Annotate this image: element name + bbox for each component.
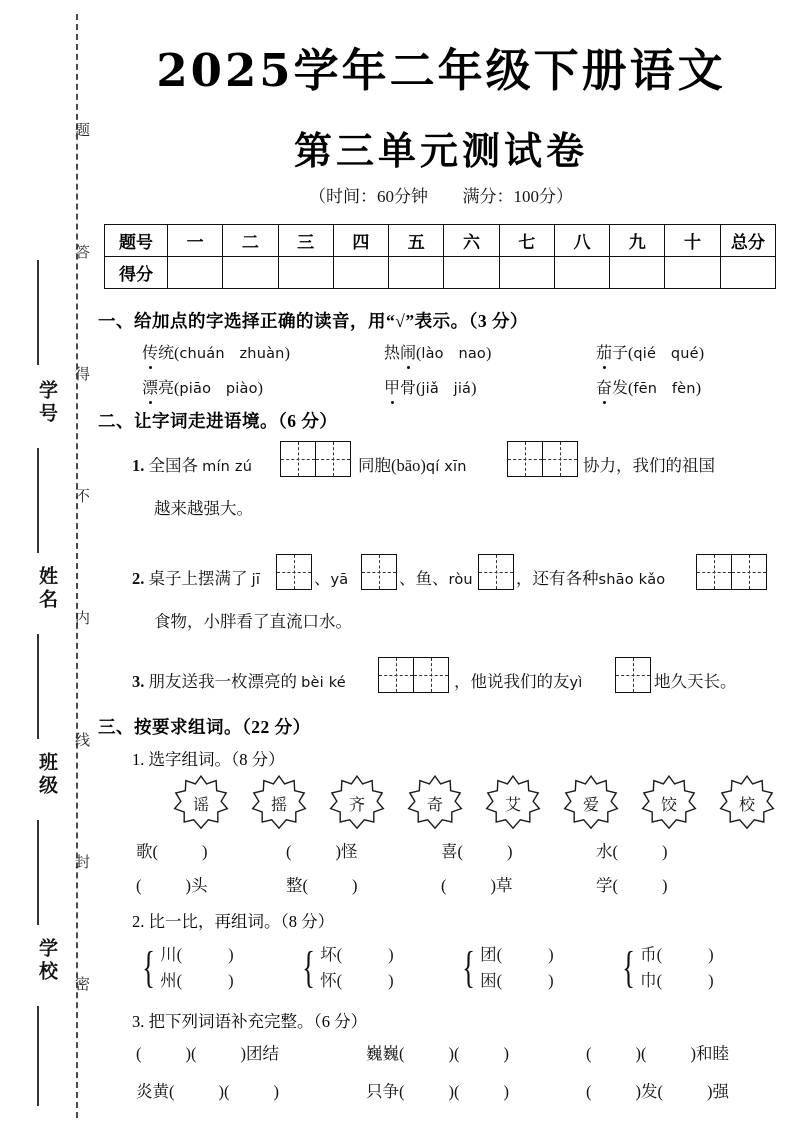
page-title-line1: 2025学年二年级下册语文 bbox=[156, 44, 726, 97]
score-col-10: 总分 bbox=[720, 225, 775, 257]
info-field-xuexiao: 学校 bbox=[36, 938, 57, 984]
pinyin-item-1[interactable]: 热闹(lào nao) bbox=[384, 340, 491, 363]
idiom-head-3: 炎黄 bbox=[136, 1082, 169, 1101]
starburst-0[interactable] bbox=[173, 775, 229, 831]
compare-row-top: 团( ) bbox=[480, 945, 554, 964]
idiom-item-5[interactable]: ( )发( )强 bbox=[586, 1082, 729, 1101]
section-heading-3: 三、按要求组词。（22 分） bbox=[98, 717, 311, 737]
score-table-row-label-1: 得分 bbox=[105, 257, 168, 289]
question-2-2-mid3 bbox=[516, 565, 665, 589]
pinyin-item-5[interactable]: 奋发(fēn fèn) bbox=[596, 375, 701, 398]
q2-1-text-a: 全国各 bbox=[148, 456, 198, 475]
question-2-3-tail bbox=[654, 668, 737, 692]
fill-pre-7: 学 bbox=[596, 876, 613, 895]
writing-boxes-2-3-a[interactable] bbox=[378, 657, 449, 693]
compare-row-top: 川( ) bbox=[160, 945, 234, 964]
subsection-3-2-title: 2. 比一比，再组词。（8 分） bbox=[132, 912, 335, 931]
score-col-4: 五 bbox=[389, 225, 444, 257]
pinyin-options-3: piāo piào bbox=[179, 381, 258, 397]
info-rule-1 bbox=[37, 448, 39, 553]
compare-row-bottom: 州( ) bbox=[160, 971, 234, 990]
writing-cell[interactable] bbox=[280, 441, 316, 477]
pinyin-item-4[interactable]: 甲骨(jiǎ jiá) bbox=[384, 375, 476, 398]
compare-group-2[interactable] bbox=[458, 942, 554, 994]
question-2-2-line1 bbox=[132, 565, 260, 589]
fill-pre-3: 水 bbox=[596, 842, 613, 861]
writing-boxes-2-1-a[interactable] bbox=[280, 441, 351, 477]
word-rest-0: 统 bbox=[158, 345, 175, 362]
writing-boxes-2-3-b[interactable] bbox=[615, 657, 651, 693]
brace-icon: { bbox=[302, 943, 315, 992]
compare-row-top: 币( ) bbox=[640, 945, 714, 964]
dotted-char-chuan: 传 bbox=[142, 340, 158, 363]
q2-3-text-c: 地久天长。 bbox=[654, 672, 737, 691]
compare-row-bottom: 巾( ) bbox=[640, 971, 714, 990]
compare-char-2-top: 团 bbox=[480, 945, 497, 964]
fill-pre-0: 歌 bbox=[136, 842, 153, 861]
q2-2-pinyin-ya: yā bbox=[330, 572, 349, 588]
word-rest-4: 骨 bbox=[400, 380, 417, 397]
fill-item-7[interactable]: 学( ) bbox=[596, 876, 668, 895]
compare-char-1-top: 坏 bbox=[320, 945, 337, 964]
pinyin-options-0: chuán zhuàn bbox=[179, 346, 285, 362]
pinyin-options-5: fēn fèn bbox=[633, 381, 696, 397]
subsection-3-3-title: 3. 把下列词语补充完整。（6 分） bbox=[132, 1012, 368, 1031]
question-number-2-3: 3. bbox=[132, 672, 145, 691]
section-heading-1: 一、给加点的字选择正确的读音，用“√”表示。（3 分） bbox=[98, 311, 528, 331]
info-rule-3 bbox=[37, 820, 39, 925]
compare-row-bottom: 怀( ) bbox=[320, 971, 394, 990]
pinyin-options-1: lào nao bbox=[421, 346, 486, 362]
dotted-char-piao: 漂 bbox=[142, 375, 158, 398]
starburst-char: 爱 bbox=[582, 796, 599, 814]
starburst-5[interactable] bbox=[563, 775, 619, 831]
fill-item-0[interactable]: 歌( ) bbox=[136, 842, 208, 861]
score-cell-1[interactable] bbox=[223, 257, 278, 289]
writing-boxes-2-2-c[interactable] bbox=[478, 554, 514, 590]
writing-boxes-2-2-d[interactable] bbox=[696, 554, 767, 590]
idiom-tail-2: 和睦 bbox=[696, 1044, 729, 1063]
q2-2-line2-text: 食物，小胖看了直流口水。 bbox=[154, 612, 352, 631]
fill-post-1: 怪 bbox=[341, 842, 358, 861]
brace-icon: { bbox=[142, 943, 155, 992]
q2-3-pinyin-yi: yì bbox=[569, 675, 583, 691]
page-title-line2: 第三单元测试卷 bbox=[293, 128, 588, 173]
writing-boxes-2-2-b[interactable] bbox=[361, 554, 397, 590]
info-rule-2 bbox=[37, 634, 39, 739]
starburst-char: 谣 bbox=[192, 796, 209, 814]
question-2-1-line2 bbox=[154, 495, 253, 519]
fill-item-6[interactable]: ( )草 bbox=[441, 876, 513, 895]
question-number-2-2: 2. bbox=[132, 569, 145, 588]
starburst-char: 饺 bbox=[660, 796, 677, 814]
starburst-6[interactable] bbox=[641, 775, 697, 831]
dotted-char-jia: 甲 bbox=[384, 375, 400, 398]
writing-cell[interactable] bbox=[507, 441, 543, 477]
compare-char-0-bottom: 州 bbox=[160, 971, 177, 990]
fill-item-2[interactable]: 喜( ) bbox=[441, 842, 513, 861]
idiom-tail-0: 团结 bbox=[246, 1044, 279, 1063]
starburst-char: 奇 bbox=[426, 796, 443, 814]
score-cell-10[interactable] bbox=[720, 257, 775, 289]
starburst-1[interactable] bbox=[251, 775, 307, 831]
exam-time: （时间：60分钟 bbox=[309, 187, 428, 206]
fill-pre-5: 整 bbox=[286, 876, 303, 895]
score-col-3: 四 bbox=[333, 225, 388, 257]
q2-2-text-b: 、 bbox=[314, 569, 331, 588]
fill-item-3[interactable]: 水( ) bbox=[596, 842, 668, 861]
idiom-mid-5: 发 bbox=[641, 1082, 658, 1101]
score-table bbox=[104, 224, 776, 289]
compare-char-3-top: 币 bbox=[640, 945, 657, 964]
compare-row-top: 坏( ) bbox=[320, 945, 394, 964]
section-heading-2: 二、让字词走进语境。（6 分） bbox=[98, 411, 338, 431]
score-col-1: 二 bbox=[223, 225, 278, 257]
brace-icon: { bbox=[622, 943, 635, 992]
score-col-0: 一 bbox=[168, 225, 223, 257]
score-col-8: 九 bbox=[610, 225, 665, 257]
starburst-2[interactable] bbox=[329, 775, 385, 831]
score-cell-9[interactable] bbox=[665, 257, 720, 289]
question-2-1-line1 bbox=[132, 452, 252, 476]
question-2-1-tail bbox=[583, 452, 715, 476]
score-cell-4[interactable] bbox=[389, 257, 444, 289]
fill-item-5[interactable]: 整( ) bbox=[286, 876, 358, 895]
compare-char-0-top: 川 bbox=[160, 945, 177, 964]
idiom-tail-5: 强 bbox=[712, 1082, 729, 1101]
q2-1-pinyin-minzu: mín zú bbox=[202, 459, 253, 475]
seal-char-3: 不 bbox=[73, 488, 89, 503]
seal-char-5: 线 bbox=[73, 732, 89, 747]
compare-row-bottom: 困( ) bbox=[480, 971, 554, 990]
idiom-item-3[interactable]: 炎黄( )( ) bbox=[136, 1082, 279, 1101]
writing-cell[interactable] bbox=[542, 441, 578, 477]
writing-cell[interactable] bbox=[478, 554, 514, 590]
starburst-char: 摇 bbox=[270, 796, 287, 814]
score-col-9: 十 bbox=[665, 225, 720, 257]
score-table-row-label-0: 题号 bbox=[105, 225, 168, 257]
info-field-xingming: 姓名 bbox=[36, 566, 57, 612]
fill-pre-2: 喜 bbox=[441, 842, 458, 861]
question-2-2-mid2 bbox=[399, 565, 473, 589]
q2-2-pinyin-ji: jī bbox=[251, 572, 261, 588]
score-cell-2[interactable] bbox=[278, 257, 333, 289]
writing-cell[interactable] bbox=[315, 441, 351, 477]
fill-item-1[interactable]: ( )怪 bbox=[286, 842, 358, 861]
q2-2-text-c: 、鱼、 bbox=[399, 569, 449, 588]
q2-1-text-b: 同胞(bāo) bbox=[358, 456, 426, 475]
writing-cell[interactable] bbox=[276, 554, 312, 590]
score-col-5: 六 bbox=[444, 225, 499, 257]
seal-char-2: 得 bbox=[73, 366, 89, 381]
score-cell-7[interactable] bbox=[554, 257, 609, 289]
starburst-3[interactable] bbox=[407, 775, 463, 831]
question-2-2-mid1 bbox=[314, 565, 348, 589]
starburst-4[interactable] bbox=[485, 775, 541, 831]
word-rest-3: 亮 bbox=[158, 380, 175, 397]
seal-char-6: 封 bbox=[73, 854, 89, 869]
word-head-1: 热 bbox=[384, 345, 401, 362]
exam-meta bbox=[96, 182, 786, 207]
fill-post-4: 头 bbox=[191, 876, 208, 895]
q2-1-line2-text: 越来越强大。 bbox=[154, 499, 253, 518]
info-rule-4 bbox=[37, 1006, 39, 1106]
score-col-7: 八 bbox=[554, 225, 609, 257]
compare-char-2-bottom: 困 bbox=[480, 971, 497, 990]
q2-2-pinyin-shaokao: shāo kǎo bbox=[598, 572, 666, 588]
table-row-scores bbox=[105, 257, 776, 289]
info-field-banji: 班级 bbox=[36, 752, 57, 798]
writing-boxes-2-1-b[interactable] bbox=[507, 441, 578, 477]
seal-char-7: 密 bbox=[73, 976, 89, 991]
q2-1-pinyin-qixin: qí xīn bbox=[425, 459, 467, 475]
fill-item-4[interactable]: ( )头 bbox=[136, 876, 208, 895]
starburst-char: 校 bbox=[738, 796, 755, 814]
idiom-head-4: 只争 bbox=[366, 1082, 399, 1101]
idiom-head-1: 巍巍 bbox=[366, 1044, 399, 1063]
table-row-header bbox=[105, 225, 776, 257]
info-field-xuehao: 学号 bbox=[36, 380, 57, 426]
compare-group-3[interactable] bbox=[618, 942, 714, 994]
compare-group-0[interactable] bbox=[138, 942, 234, 994]
dotted-char-nao: 闹 bbox=[400, 340, 416, 363]
question-2-2-line2 bbox=[154, 608, 352, 632]
score-cell-8[interactable] bbox=[610, 257, 665, 289]
pinyin-item-2[interactable]: 茄子(qié qué) bbox=[596, 340, 704, 363]
pinyin-item-3[interactable]: 漂亮(piāo piào) bbox=[142, 375, 263, 398]
q2-3-pinyin-beike: bèi ké bbox=[301, 675, 346, 691]
idiom-item-1[interactable]: 巍巍( )( ) bbox=[366, 1044, 509, 1063]
score-col-6: 七 bbox=[499, 225, 554, 257]
seal-margin bbox=[0, 0, 96, 1132]
score-cell-3[interactable] bbox=[333, 257, 388, 289]
compare-char-1-bottom: 怀 bbox=[320, 971, 337, 990]
subsection-3-1-title: 1. 选字组词。（8 分） bbox=[132, 750, 285, 769]
word-rest-2: 子 bbox=[612, 345, 629, 362]
writing-cell[interactable] bbox=[615, 657, 651, 693]
q2-3-text-b: ，他说我们的友 bbox=[454, 672, 570, 691]
seal-char-0: 题 bbox=[73, 122, 89, 137]
q2-2-pinyin-rou: ròu bbox=[448, 572, 473, 588]
pinyin-options-4: jiǎ jiá bbox=[421, 381, 472, 397]
question-2-3-line1 bbox=[132, 668, 346, 692]
pinyin-item-0[interactable]: 传统(chuán zhuàn) bbox=[142, 340, 290, 363]
dotted-char-fen: 奋 bbox=[596, 375, 612, 398]
writing-cell[interactable] bbox=[361, 554, 397, 590]
score-cell-6[interactable] bbox=[499, 257, 554, 289]
info-rule-0 bbox=[37, 260, 39, 365]
writing-cell[interactable] bbox=[696, 554, 732, 590]
idiom-item-0[interactable]: ( )( )团结 bbox=[136, 1044, 279, 1063]
starburst-7[interactable] bbox=[719, 775, 775, 831]
writing-cell[interactable] bbox=[378, 657, 414, 693]
dotted-char-qie: 茄 bbox=[596, 340, 612, 363]
brace-icon: { bbox=[462, 943, 475, 992]
starburst-char: 艾 bbox=[504, 796, 521, 814]
score-cell-0[interactable] bbox=[168, 257, 223, 289]
q2-1-text-c: 协力，我们的祖国 bbox=[583, 456, 715, 475]
writing-cell[interactable] bbox=[731, 554, 767, 590]
writing-cell[interactable] bbox=[413, 657, 449, 693]
word-rest-5: 发 bbox=[612, 380, 629, 397]
seal-char-1: 答 bbox=[73, 244, 89, 259]
compare-char-3-bottom: 巾 bbox=[640, 971, 657, 990]
score-col-2: 三 bbox=[278, 225, 333, 257]
seal-dashed-line bbox=[76, 14, 78, 1118]
question-2-3-mid bbox=[454, 668, 583, 692]
idiom-item-4[interactable]: 只争( )( ) bbox=[366, 1082, 509, 1101]
q2-2-text-d: ，还有各种 bbox=[516, 569, 599, 588]
q2-3-text-a: 朋友送我一枚漂亮的 bbox=[148, 672, 297, 691]
score-cell-5[interactable] bbox=[444, 257, 499, 289]
idiom-item-2[interactable]: ( )( )和睦 bbox=[586, 1044, 729, 1063]
starburst-char: 齐 bbox=[348, 796, 365, 814]
seal-char-4: 内 bbox=[73, 610, 89, 625]
writing-boxes-2-2-a[interactable] bbox=[276, 554, 312, 590]
fill-post-6: 草 bbox=[496, 876, 513, 895]
question-2-1-mid bbox=[358, 452, 467, 476]
exam-total-score: 满分：100分） bbox=[462, 187, 573, 206]
paper-body bbox=[96, 0, 800, 1132]
question-number-2-1: 1. bbox=[132, 456, 145, 475]
compare-group-1[interactable] bbox=[298, 942, 394, 994]
pinyin-options-2: qié qué bbox=[633, 346, 699, 362]
q2-2-text-a: 桌子上摆满了 bbox=[148, 569, 248, 588]
